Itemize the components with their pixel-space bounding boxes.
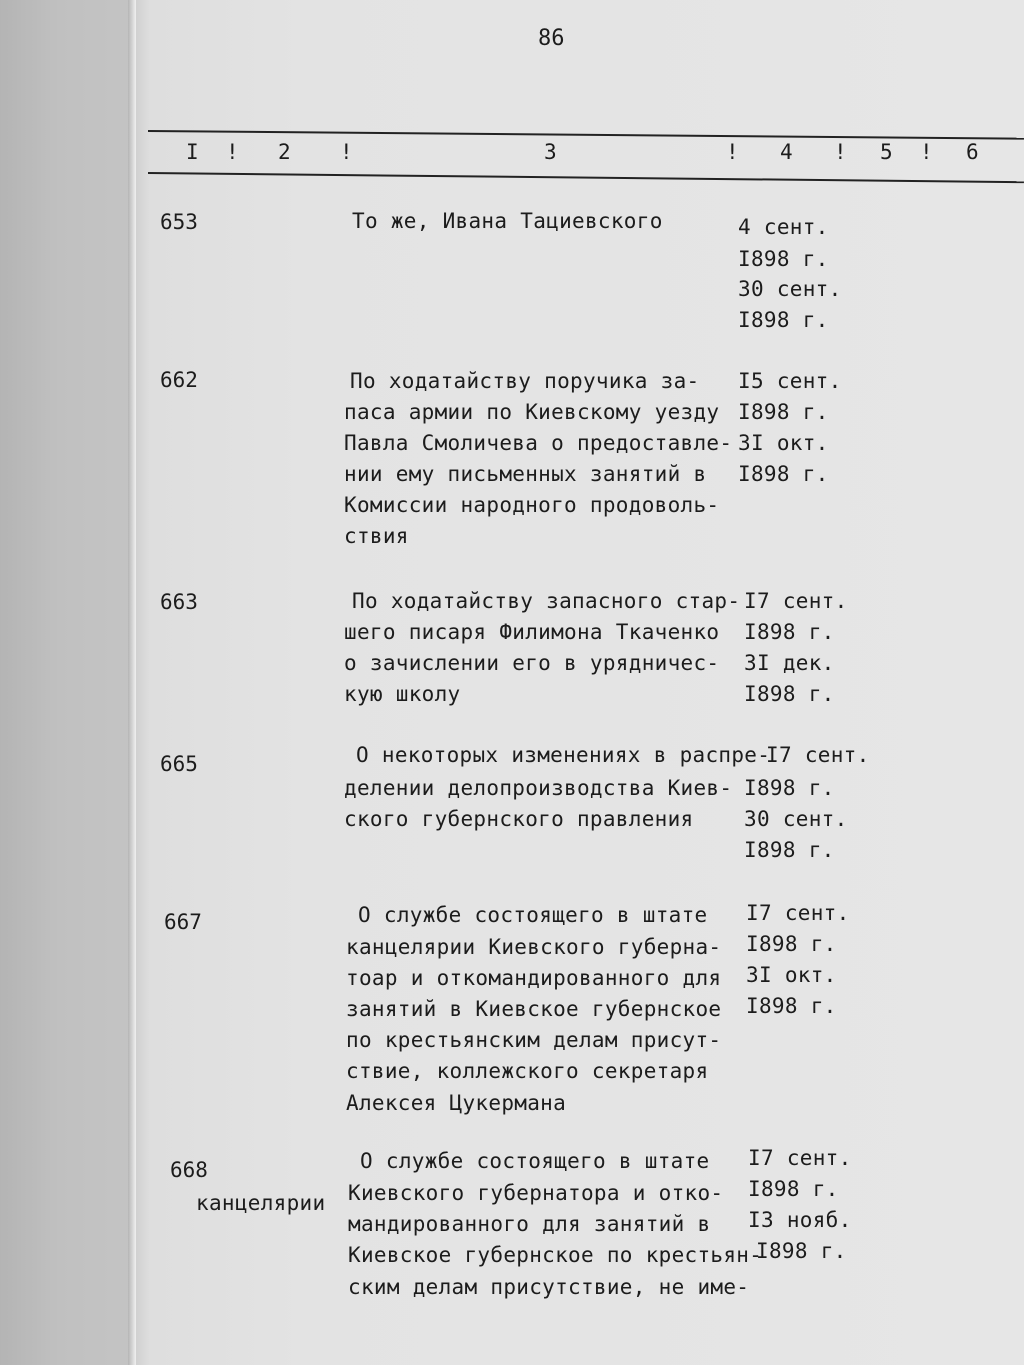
- entry-date: I7 сент.: [766, 743, 870, 767]
- entry-line: шего писаря Филимона Ткаченко: [344, 620, 720, 644]
- entry-line: То же, Ивана Тациевского: [352, 209, 663, 233]
- header-col-3: 3: [544, 140, 557, 164]
- entry-line: О службе состоящего в штате: [360, 1149, 710, 1173]
- entry-line: паса армии по Киевскому уезду: [344, 400, 720, 424]
- entry-date: I5 сент.: [738, 369, 842, 393]
- header-col-6: 6: [966, 140, 979, 164]
- entry-line: ским делам присутствие, не име-: [348, 1275, 750, 1299]
- header-bottom-rule: [148, 172, 1024, 183]
- entry-id: 665: [160, 752, 198, 776]
- header-sep: !: [726, 140, 739, 164]
- entry-date: I898 г.: [744, 682, 835, 706]
- entry-date: I7 сент.: [744, 589, 848, 613]
- entry-line: По ходатайству поручика за-: [350, 369, 700, 393]
- entry-id: 663: [160, 590, 198, 614]
- entry-date: I898 г.: [738, 400, 829, 424]
- entry-line: Павла Смоличева о предоставле-: [344, 431, 733, 455]
- entry-id: 667: [164, 910, 202, 934]
- header-col-5: 5: [880, 140, 893, 164]
- entry-date: 30 сент.: [744, 807, 848, 831]
- entry-date: 4 сент.: [738, 215, 829, 239]
- entry-line: о зачислении его в урядничес-: [344, 651, 720, 675]
- entry-line: делении делопроизводства Киев-: [344, 776, 733, 800]
- entry-line: ского губернского правления: [344, 807, 694, 831]
- entry-line: О некоторых изменениях в распре-: [356, 743, 771, 767]
- entry-line: Комиссии народного продоволь-: [344, 493, 720, 517]
- entry-date: I898 г.: [746, 932, 837, 956]
- header-sep: !: [834, 140, 847, 164]
- entry-date: 3I окт.: [746, 963, 837, 987]
- entry-date: I3 нояб.: [748, 1208, 852, 1232]
- header-col-2: 2: [278, 140, 291, 164]
- entry-date: I898 г.: [738, 247, 829, 271]
- entry-date: I898 г.: [744, 620, 835, 644]
- entry-note: канцелярии: [196, 1191, 326, 1215]
- entry-date: I898 г.: [744, 838, 835, 862]
- entry-line: тоар и откомандированного для: [346, 966, 722, 990]
- entry-line: мандированного для занятий в: [348, 1212, 711, 1236]
- entry-date: I898 г.: [746, 994, 837, 1018]
- entry-line: Киевское губернское по крестьян-: [348, 1243, 763, 1267]
- book-spine: [128, 0, 136, 1365]
- facing-page-edge: [0, 0, 130, 1365]
- entry-line: занятий в Киевское губернское: [346, 997, 722, 1021]
- entry-date: 3I дек.: [744, 651, 835, 675]
- header-col-4: 4: [780, 140, 793, 164]
- header-sep: !: [226, 140, 239, 164]
- header-sep: !: [340, 140, 353, 164]
- entry-line: канцелярии Киевского губерна-: [346, 935, 722, 959]
- entry-date: I7 сент.: [748, 1146, 852, 1170]
- entry-line: по крестьянским делам присут-: [346, 1028, 722, 1052]
- entry-line: нии ему письменных занятий в: [344, 462, 707, 486]
- entry-date: I898 г.: [756, 1239, 847, 1263]
- entry-date: I898 г.: [738, 308, 829, 332]
- entry-id: 653: [160, 210, 198, 234]
- entry-date: 3I окт.: [738, 431, 829, 455]
- entry-date: I898 г.: [744, 776, 835, 800]
- page-number: 86: [538, 26, 565, 51]
- entry-line: кую школу: [344, 682, 461, 706]
- entry-date: 30 сент.: [738, 277, 842, 301]
- entry-id: 668: [170, 1158, 208, 1182]
- entry-date: I898 г.: [738, 462, 829, 486]
- entry-line: Алексея Цукермана: [346, 1091, 567, 1115]
- entry-line: О службе состоящего в штате: [358, 903, 708, 927]
- entry-date: I898 г.: [748, 1177, 839, 1201]
- header-col-1: I: [186, 140, 199, 164]
- entry-date: I7 сент.: [746, 901, 850, 925]
- header-top-rule: [148, 130, 1024, 140]
- entry-id: 662: [160, 368, 198, 392]
- entry-line: ствие, коллежского секретаря: [346, 1059, 709, 1083]
- entry-line: ствия: [344, 524, 409, 548]
- header-sep: !: [920, 140, 933, 164]
- entry-line: Киевского губернатора и отко-: [348, 1181, 724, 1205]
- entry-line: По ходатайству запасного стар-: [352, 589, 741, 613]
